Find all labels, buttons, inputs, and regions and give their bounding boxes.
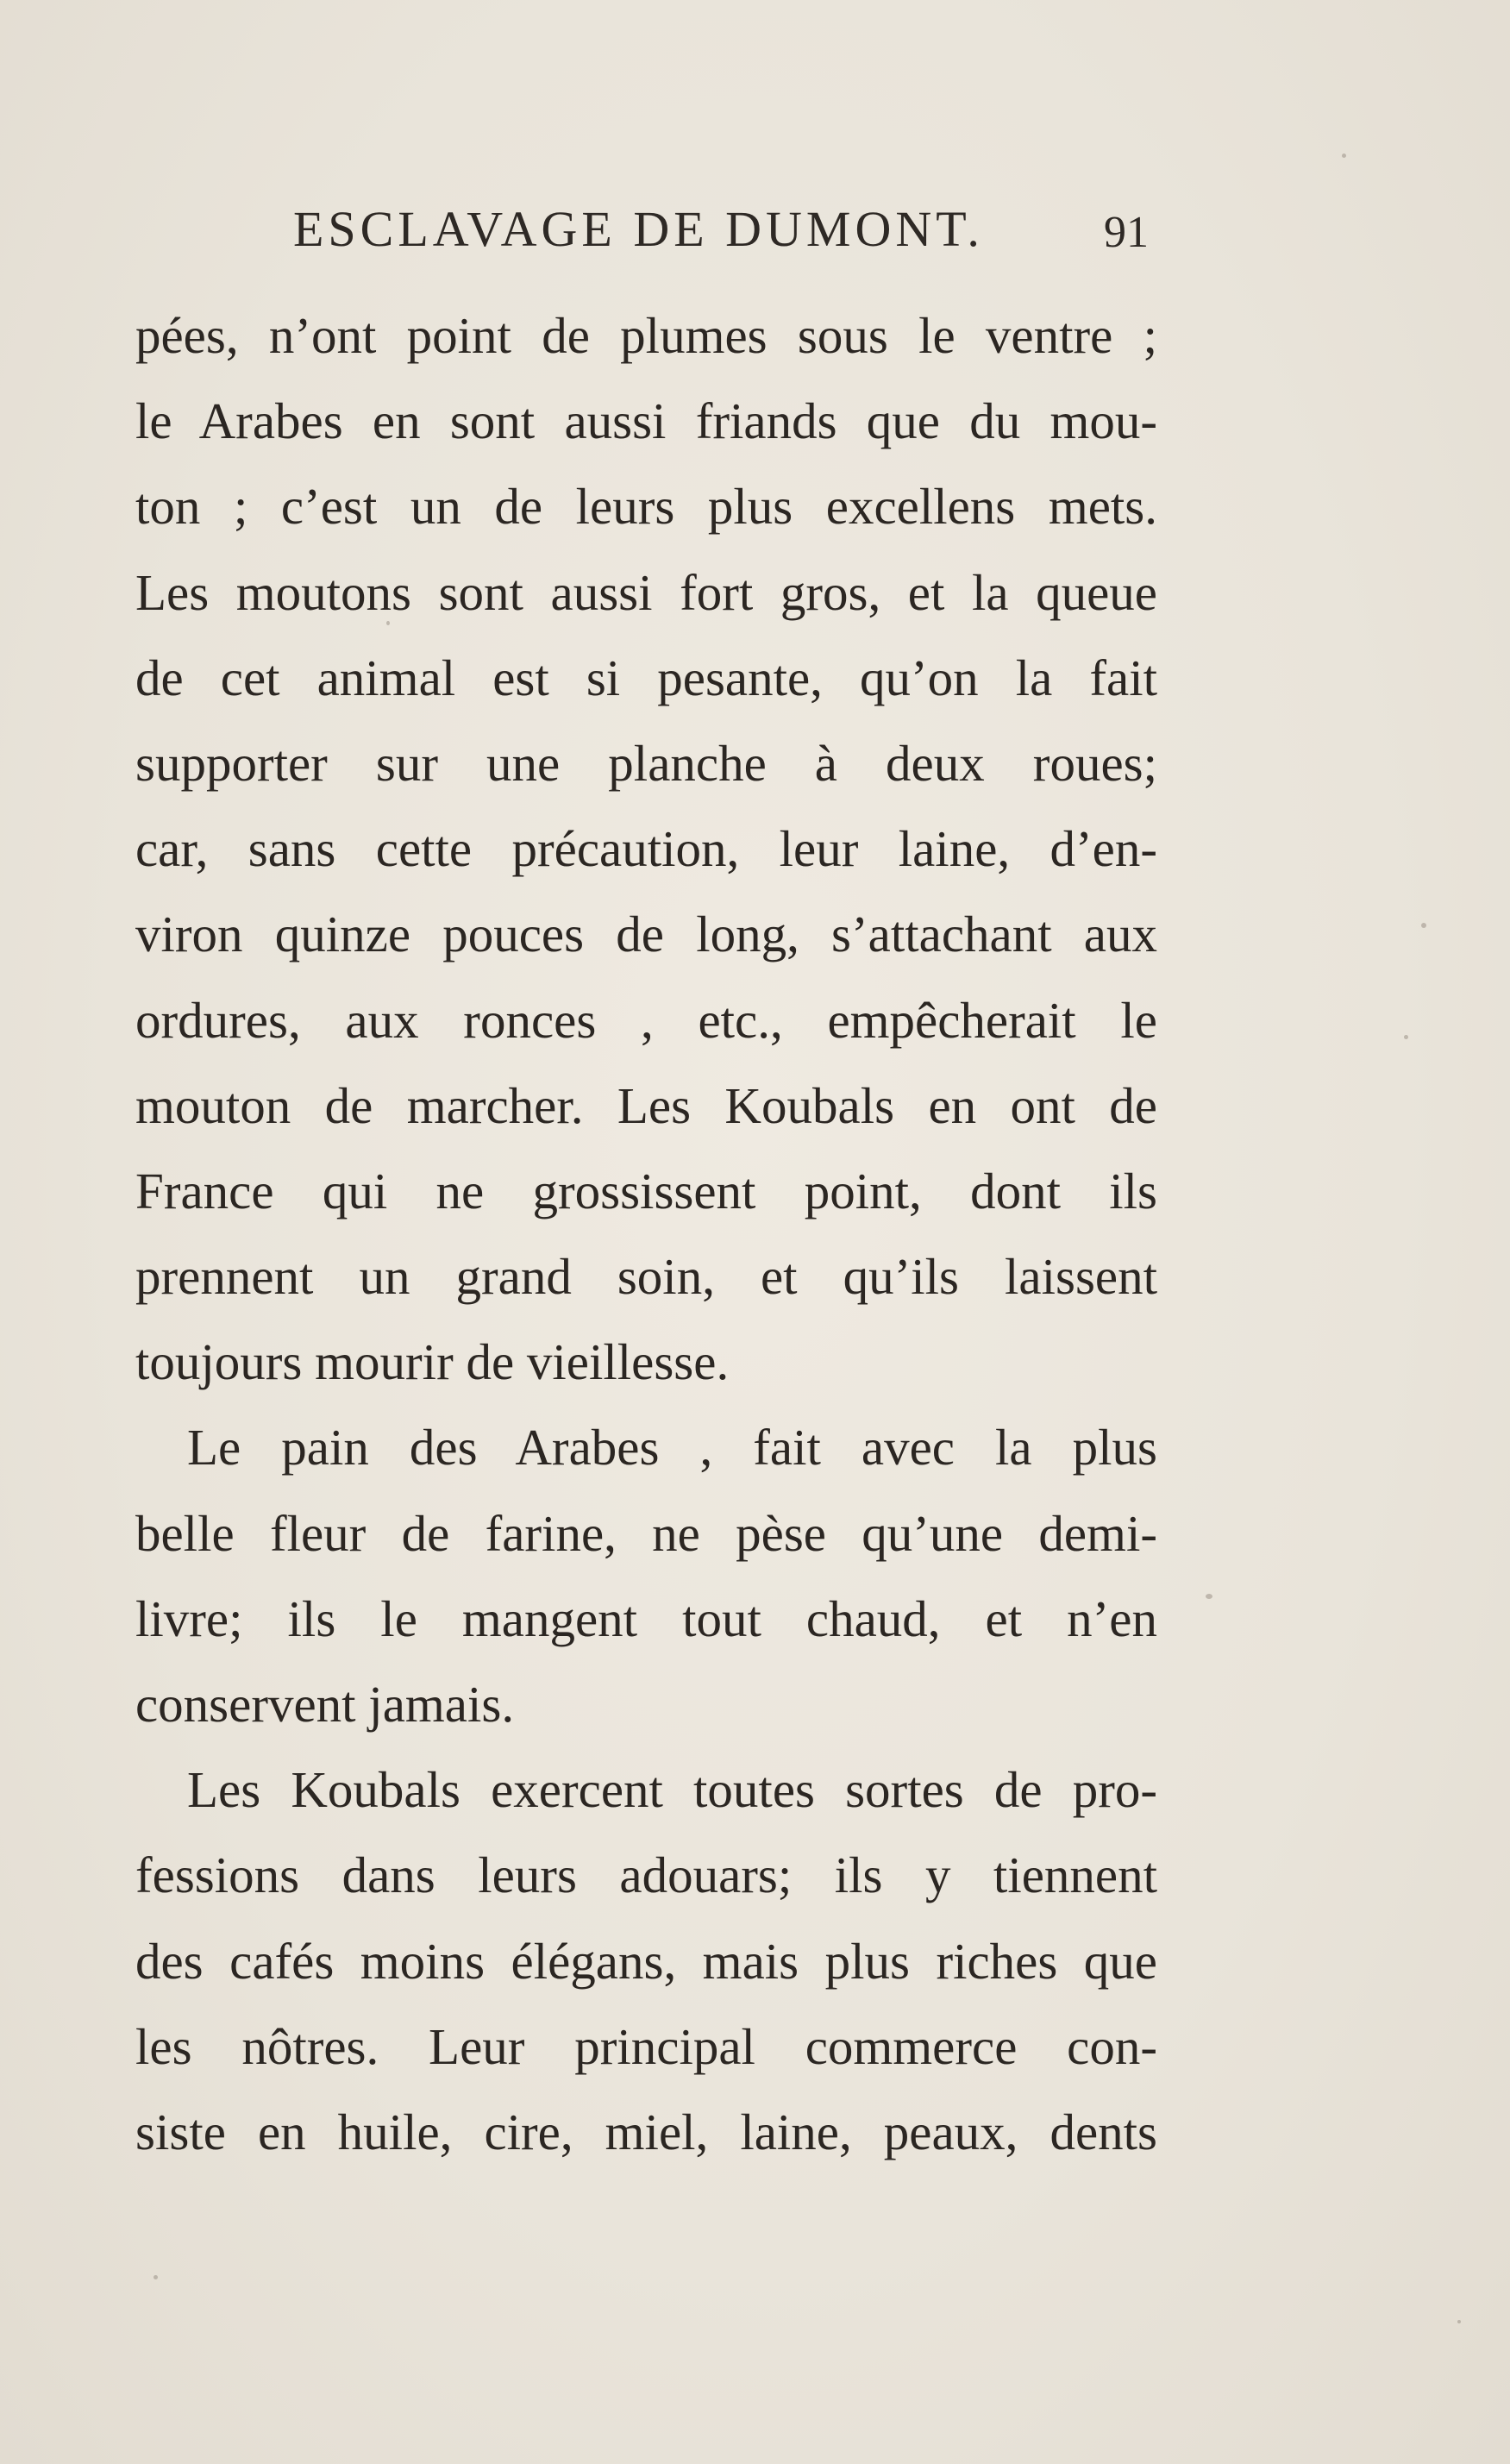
paper-speck	[1404, 1035, 1408, 1039]
text-line: pées, n’ont point de plumes sous le ventre ;	[135, 307, 1157, 364]
text-line: des cafés moins élégans, mais plus riches que	[135, 1932, 1157, 1990]
paragraph-start-line: Le pain des Arabes , fait avec la plus	[187, 1419, 1157, 1477]
text-line: toujours mourir de vieillesse.	[135, 1333, 730, 1391]
paper-speck	[154, 2275, 158, 2279]
page-header	[293, 200, 1156, 260]
body-text	[135, 293, 1157, 2175]
text-line: siste en huile, cire, miel, laine, peaux, dents	[135, 2103, 1157, 2160]
text-line: viron quinze pouces de long, s’attachant aux	[135, 906, 1157, 963]
text-line: car, sans cette précaution, leur laine, d’en-	[135, 820, 1157, 878]
text-line: France qui ne grossissent point, dont ils	[135, 1162, 1157, 1219]
paper-speck	[386, 621, 390, 625]
text-line: mouton de marcher. Les Koubals en ont de	[135, 1076, 1157, 1134]
text-line: conservent jamais.	[135, 1676, 515, 1733]
text-line: ton ; c’est un de leurs plus excellens mets.	[135, 478, 1157, 536]
text-line: prennent un grand soin, et qu’ils laissent	[135, 1248, 1157, 1306]
page-number: 91	[1104, 208, 1149, 257]
text-line: supporter sur une planche à deux roues;	[135, 734, 1157, 792]
paper-speck	[1457, 2320, 1461, 2323]
paper-speck	[1421, 923, 1426, 928]
paper-speck	[1342, 154, 1346, 158]
paper-speck	[1206, 1594, 1212, 1599]
running-head: ESCLAVAGE DE DUMONT.	[293, 201, 984, 257]
text-line: les nôtres. Leur principal commerce con-	[135, 2017, 1157, 2075]
paragraph-start-line: Les Koubals exercent toutes sortes de pro-	[187, 1761, 1157, 1819]
text-line: ordures, aux ronces , etc., empêcherait le	[135, 991, 1157, 1049]
text-line: Les moutons sont aussi fort gros, et la queue	[135, 563, 1157, 621]
text-line: de cet animal est si pesante, qu’on la fait	[135, 649, 1157, 706]
text-line: belle fleur de farine, ne pèse qu’une demi-	[135, 1504, 1157, 1562]
text-line: le Arabes en sont aussi friands que du mou-	[135, 392, 1157, 450]
text-line: fessions dans leurs adouars; ils y tiennent	[135, 1846, 1157, 1904]
text-line: livre; ils le mangent tout chaud, et n’en	[135, 1589, 1157, 1647]
